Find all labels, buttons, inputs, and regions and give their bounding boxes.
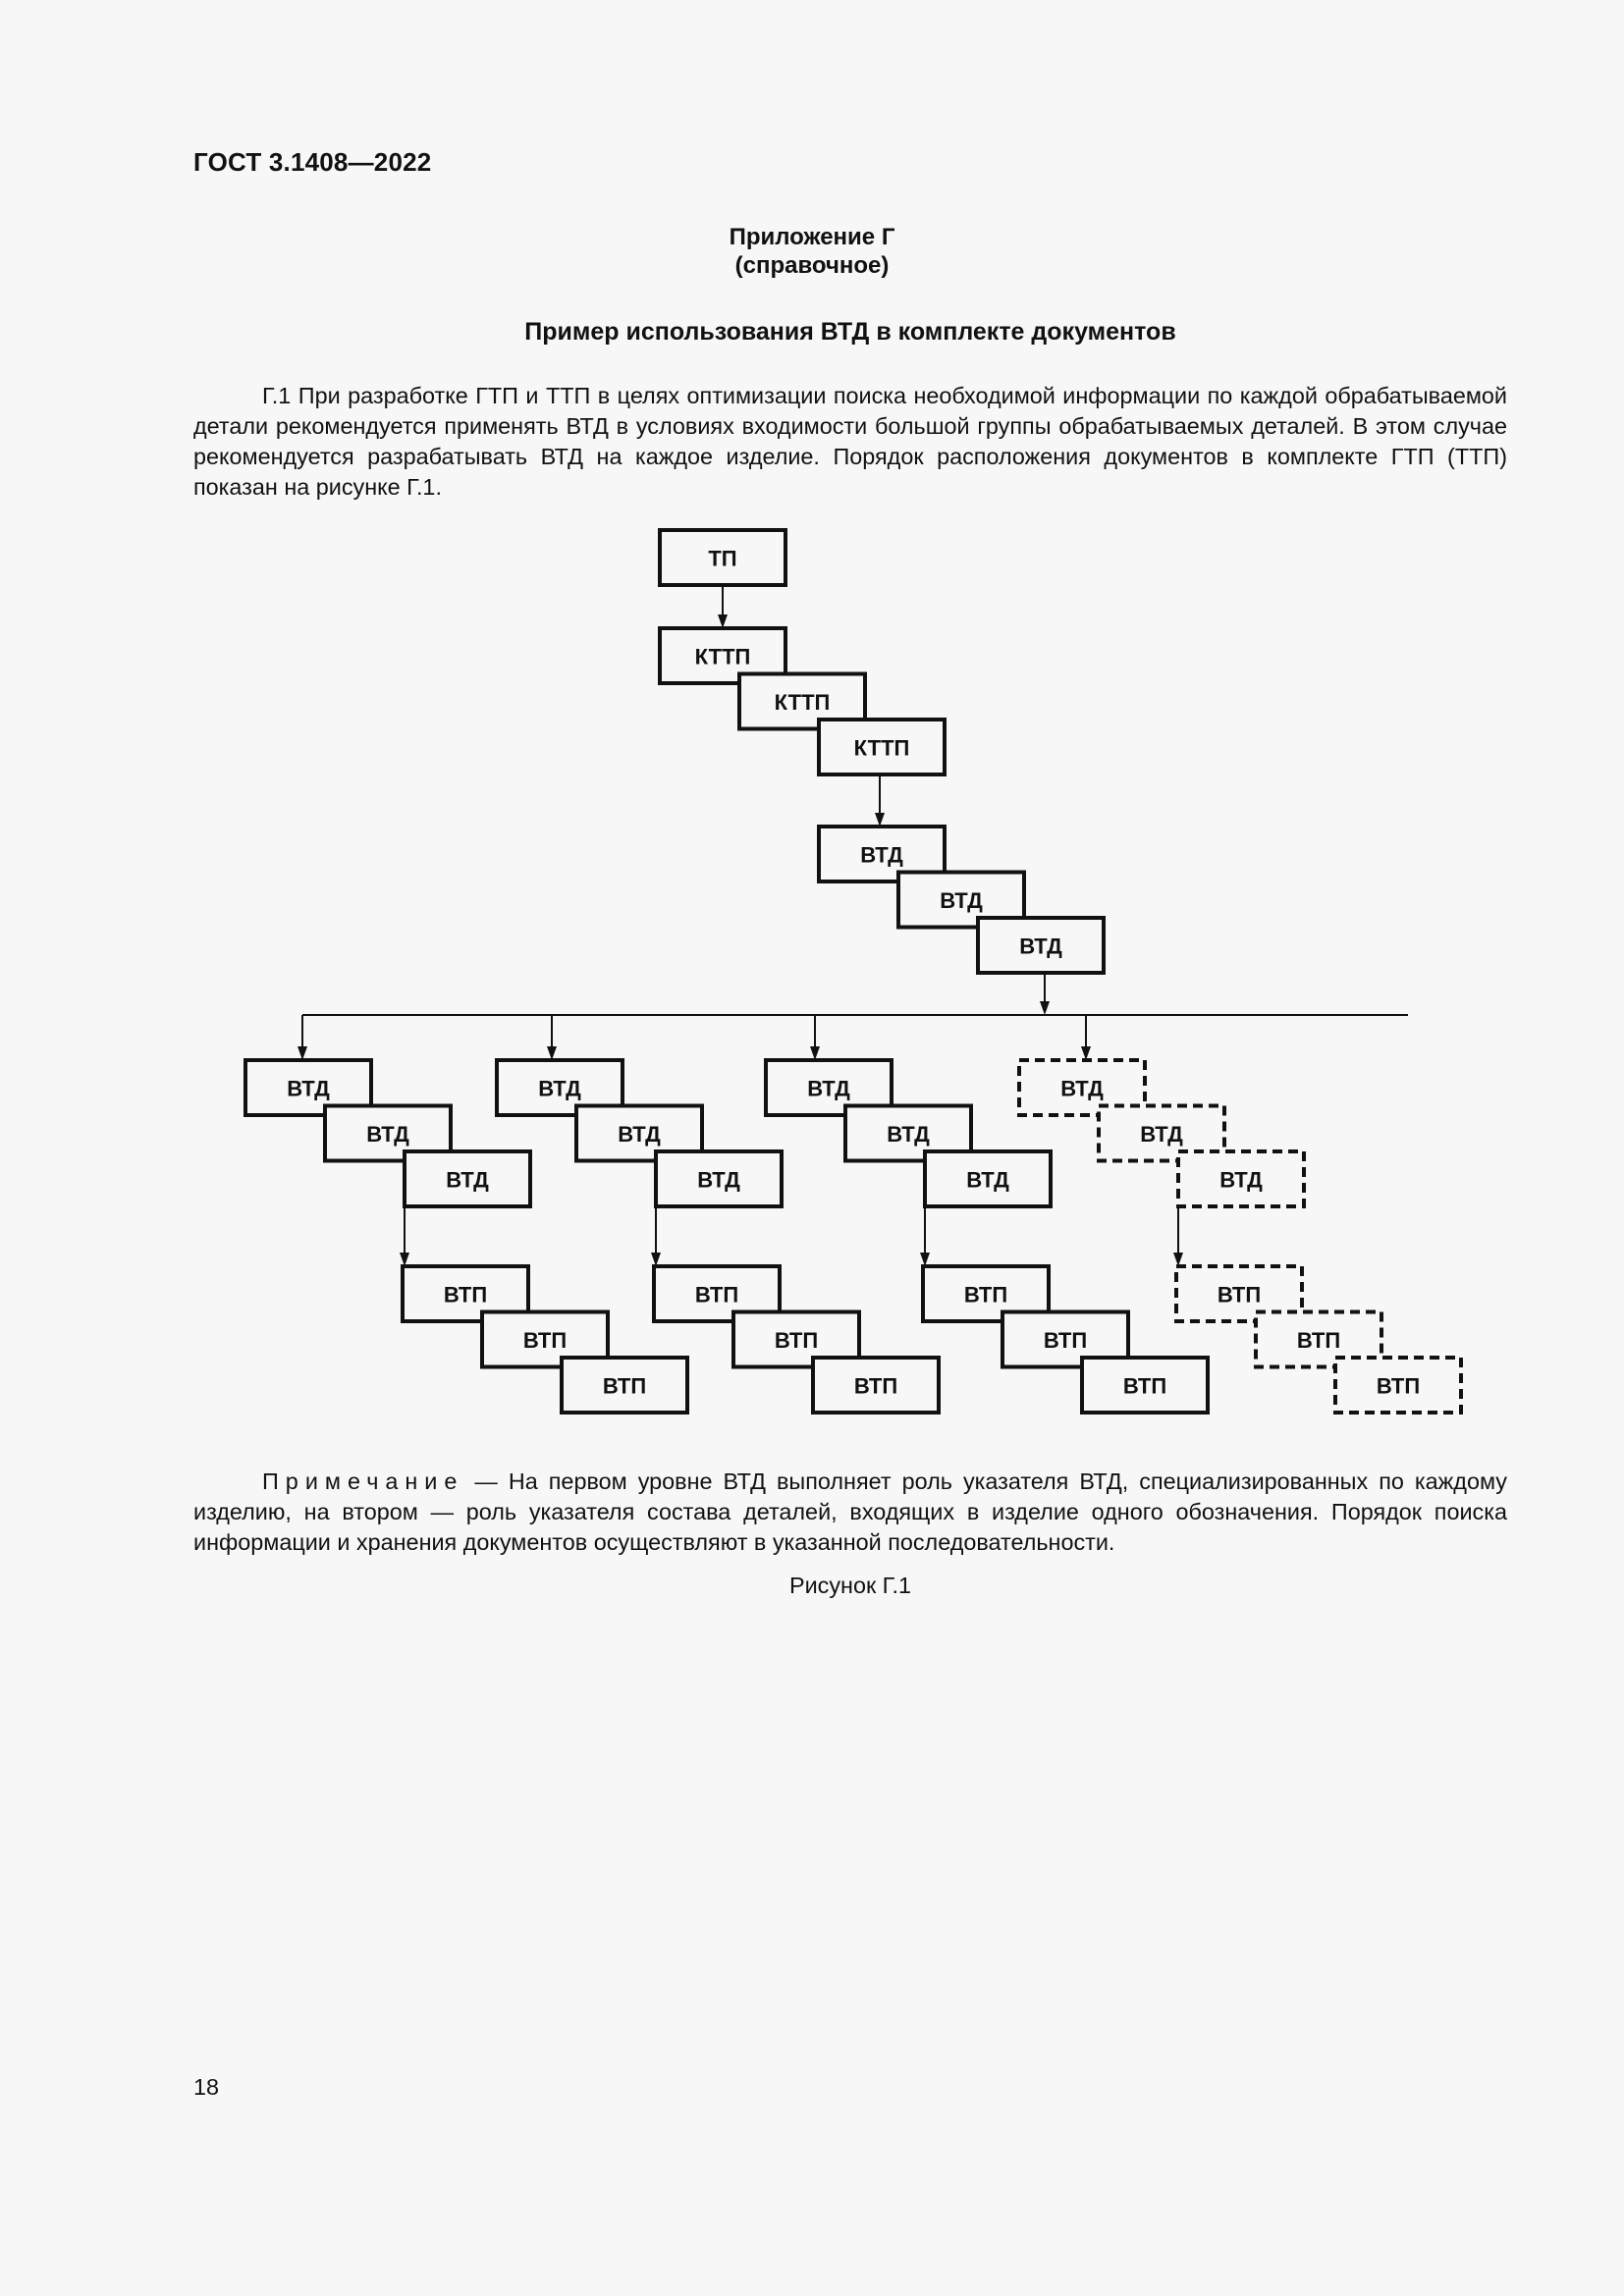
section-title: Пример использования ВТД в комплекте документов — [524, 318, 1176, 346]
diagram-layer — [245, 530, 1461, 1413]
branch-3-vtp-1-label: ВТП — [963, 1282, 1008, 1308]
branch-2-vtp-3-label: ВТП — [853, 1373, 898, 1399]
branch-4-vtd-1-label: ВТД — [1060, 1076, 1104, 1101]
kttp-2-label: КТТП — [774, 690, 831, 715]
kttp-1-label: КТТП — [694, 644, 751, 669]
branch-1-vtp-3-label: ВТП — [602, 1373, 647, 1399]
branch-2-vtp-2-label: ВТП — [774, 1328, 819, 1353]
vtd-top-1-label: ВТД — [860, 842, 903, 868]
branch-4-vtd-2-label: ВТД — [1140, 1122, 1183, 1147]
branch-2-vtd-2-label: ВТД — [618, 1122, 661, 1147]
note-text: — На первом уровне ВТД выполняет роль указателя ВТД, специализированных по каждому изделию, на втором — роль указателя состава деталей, входящих в изделие одного обозначения. Порядок поиска информации и хранения документов осуществляют в указанной последовательности. — [193, 1468, 1507, 1555]
branch-3-vtd-1-label: ВТД — [807, 1076, 850, 1101]
branch-2-vtd-1-label: ВТД — [538, 1076, 581, 1101]
branch-4-vtp-3-label: ВТП — [1376, 1373, 1421, 1399]
arrow-branch-2-vtp-head — [651, 1253, 661, 1266]
branch-3-vtd-2-label: ВТД — [887, 1122, 930, 1147]
branch-2-vtd-3-label: ВТД — [697, 1167, 740, 1193]
arrow-bus-branch-3-head — [810, 1046, 820, 1060]
intro-paragraph: Г.1 При разработке ГТП и ТТП в целях оптимизации поиска необходимой информации по каждой обрабатываемой детали рекомендуется применять ВТД в условиях входимости большой группы обрабатываемых деталей. В этом случае рекомендуется разрабатывать ВТД на каждое изделие. Порядок расположения документов в комплекте ГТП (ТТП) показан на рисунке Г.1. — [193, 383, 1507, 500]
page-number: 18 — [193, 2074, 220, 2100]
branch-3-vtp-2-label: ВТП — [1043, 1328, 1088, 1353]
branch-4-vtp-1-label: ВТП — [1217, 1282, 1262, 1308]
arrow-vtd-bus-head — [1040, 1001, 1050, 1015]
figure-caption: Рисунок Г.1 — [788, 1573, 912, 1598]
branch-1-vtd-3-label: ВТД — [446, 1167, 489, 1193]
vtd-top-2-label: ВТД — [940, 888, 983, 913]
note-label: Примечание — [262, 1468, 464, 1494]
document-header: ГОСТ 3.1408—2022 — [193, 147, 432, 177]
branch-4-vtp-2-label: ВТП — [1296, 1328, 1341, 1353]
arrow-bus-branch-4-head — [1081, 1046, 1091, 1060]
vtd-top-3-label: ВТД — [1019, 934, 1062, 959]
arrow-kttp-vtd-head — [875, 813, 885, 827]
arrow-bus-branch-2-head — [547, 1046, 557, 1060]
branch-1-vtd-2-label: ВТД — [366, 1122, 409, 1147]
branch-1-vtp-2-label: ВТП — [522, 1328, 568, 1353]
note-paragraph — [193, 1467, 1507, 1558]
branch-1-vtp-1-label: ВТП — [443, 1282, 488, 1308]
branch-3-vtp-3-label: ВТП — [1122, 1373, 1167, 1399]
branch-1-vtd-1-label: ВТД — [287, 1076, 330, 1101]
appendix-title: Приложение Г — [729, 224, 895, 250]
tp-label: ТП — [708, 546, 737, 571]
arrow-tp-kttp-head — [718, 614, 728, 628]
branch-3-vtd-3-label: ВТД — [966, 1167, 1009, 1193]
kttp-3-label: КТТП — [853, 735, 910, 761]
arrow-bus-branch-1-head — [298, 1046, 307, 1060]
branch-2-vtp-1-label: ВТП — [694, 1282, 739, 1308]
arrow-branch-4-vtp-head — [1173, 1253, 1183, 1266]
arrow-branch-1-vtp-head — [400, 1253, 409, 1266]
branch-4-vtd-3-label: ВТД — [1219, 1167, 1263, 1193]
appendix-subtitle: (справочное) — [734, 251, 890, 279]
arrow-branch-3-vtp-head — [920, 1253, 930, 1266]
